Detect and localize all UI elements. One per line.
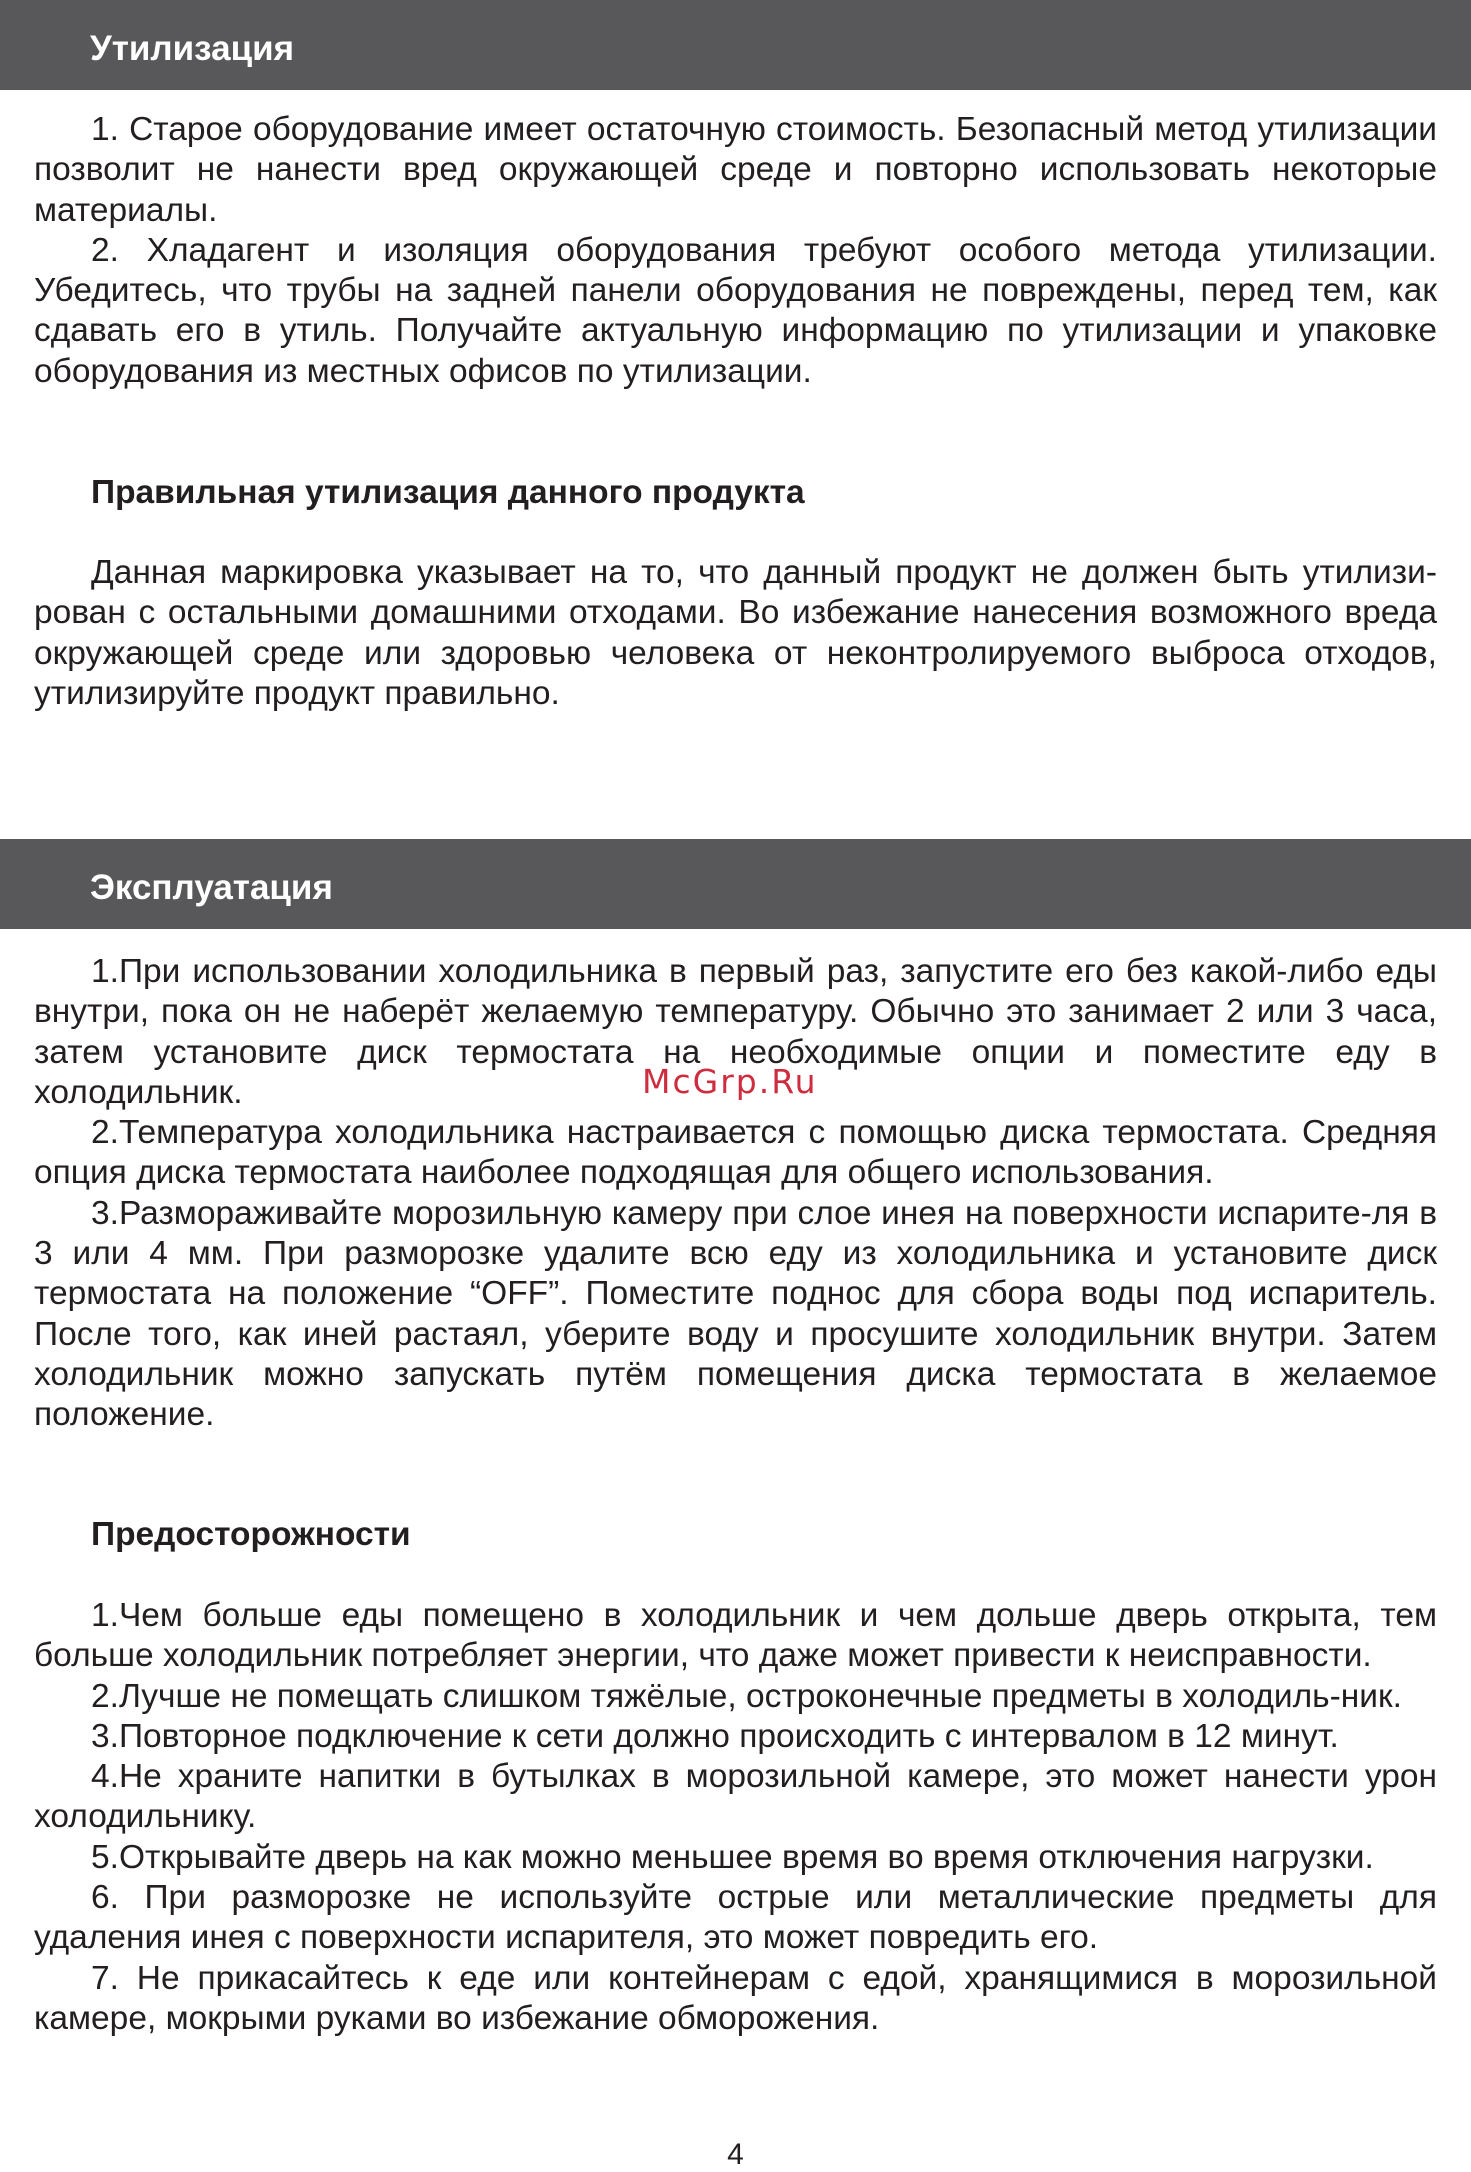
section-title-disposal: Утилизация [90,29,295,68]
proper-disposal-paragraph: Данная маркировка указывает на то, что данный продукт не должен быть утилизи-рован с остальными домашними отходами. Во избежание нанесения возможного вреда окружающей среде или здоровью человека от неконтролируемого выброса отходов, утилизируйте продукт правильно. [34,554,1437,712]
watermark-text: McGrp.Ru [642,1062,818,1101]
operation-paragraph-2: 2.Температура холодильника настраивается с помощью диска термостата. Средняя опция диска термостата наиболее подходящая для общего использования. [34,1114,1437,1192]
section-title-operation: Эксплуатация [90,868,333,907]
precaution-item-2: 2.Лучше не помещать слишком тяжёлые, остроконечные предметы в холодиль-ник. [91,1677,1402,1715]
precaution-item-4: 4.Не храните напитки в бутылках в морозильной камере, это может нанести урон холодильнику. [34,1758,1437,1836]
operation-paragraph-3: 3.Размораживайте морозильную камеру при слое инея на поверхности испарите-ля в 3 или 4 мм. При разморозке удалите всю еду из холодильника и установите диск термостата на положение “OFF”. Поместите поднос для сбора воды под испаритель. После того, как иней растаял, уберите воду и просушите холодильник внутри. Затем холодильник можно запускать путём помещения диска термостата в желаемое положение. [34,1194,1437,1434]
disposal-paragraph-2: 2. Хладагент и изоляция оборудования требуют особого метода утилизации. Убедитесь, что трубы на задней панели оборудования не повреждены, перед тем, как сдавать его в утиль. Получайте актуальную информацию по утилизации и упаковке оборудования из местных офисов по утилизации. [34,231,1437,390]
subheading-proper-disposal: Правильная утилизация данного продукта [91,474,805,511]
proper-disposal-text [34,553,1437,714]
precaution-item-1: 1.Чем больше еды помещено в холодильник и чем дольше дверь открыта, тем больше холодильник потребляет энергии, что даже может привести к неисправности. [34,1597,1437,1675]
precaution-item-3: 3.Повторное подключение к сети должно происходить с интервалом в 12 минут. [91,1717,1339,1755]
precautions-text [34,1596,1437,2039]
precaution-item-6: 6. При разморозке не используйте острые или металлические предметы для удаления инея с поверхности испарителя, это может повредить его. [34,1879,1437,1957]
precaution-item-7: 7. Не прикасайтесь к еде или контейнерам с едой, хранящимися в морозильной камере, мокрыми руками во избежание обморожения. [34,1959,1437,2037]
disposal-text [34,110,1437,392]
precaution-item-5: 5.Открывайте дверь на как можно меньшее время во время отключения нагрузки. [91,1838,1374,1876]
section-banner-operation [0,839,1471,929]
page-number: 4 [727,2138,744,2171]
section-banner-disposal [0,0,1471,90]
disposal-paragraph-1: 1. Старое оборудование имеет остаточную стоимость. Безопасный метод утилизации позволит не нанести вред окружающей среде и повторно использовать некоторые материалы. [34,111,1437,229]
operation-text [34,952,1437,1436]
subheading-precautions: Предосторожности [91,1516,411,1553]
operation-paragraph-1: 1.При использовании холодильника в первый раз, запустите его без какой-либо еды внутри, пока он не наберёт желаемую температуру. Обычно это занимает 2 или 3 часа, затем установите диск термостата на необходимые опции и поместите еду в холодильник. [34,953,1437,1111]
